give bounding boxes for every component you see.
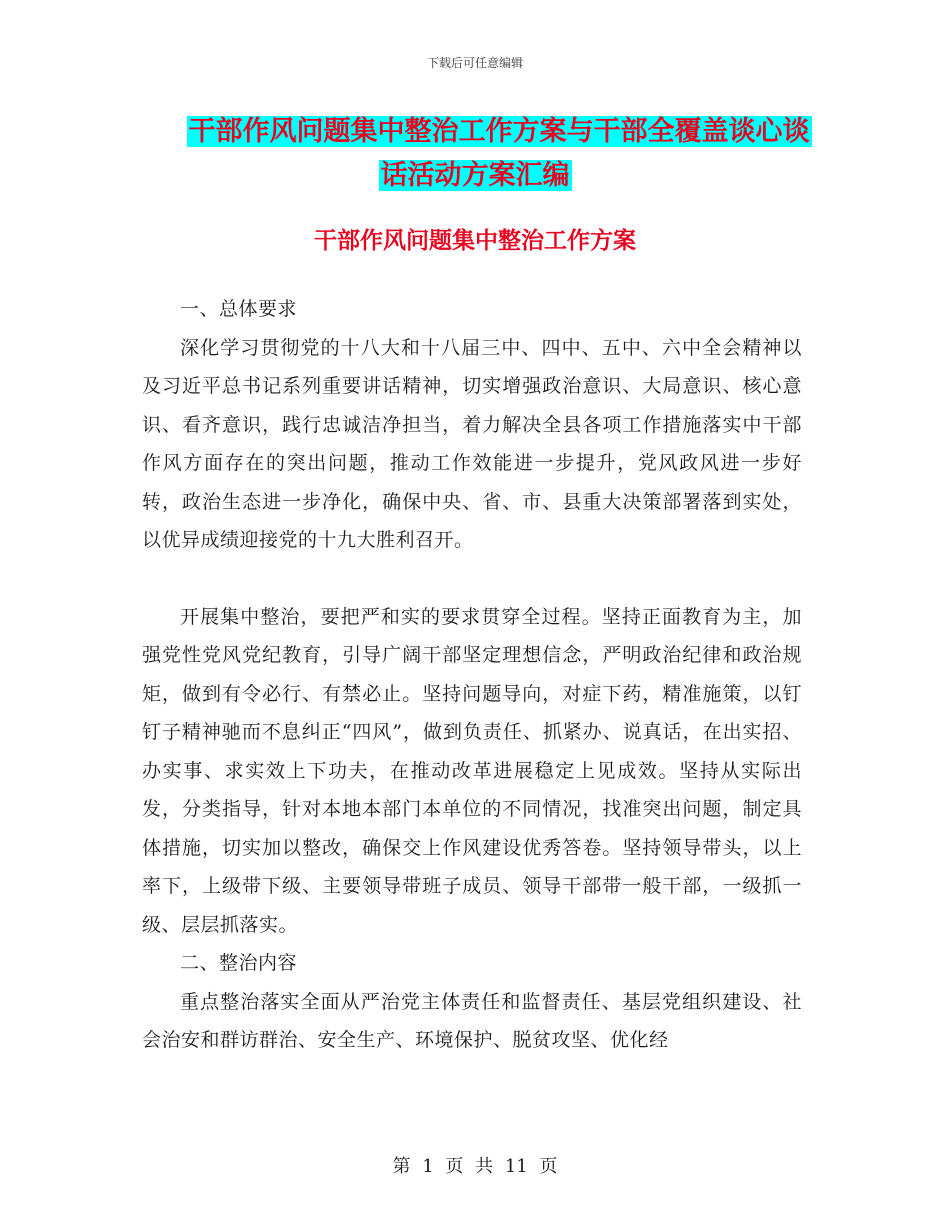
paragraph: 开展集中整治，要把严和实的要求贯穿全过程。坚持正面教育为主，加强党性党风党纪教育，引导广阔干部坚定理想信念，严明政治纪律和政治规矩，做到有令必行、有禁必止。坚持问题导向，对症下药，精准施策，以钉钉子精神驰而不息纠正“四风”，做到负责任、抓紧办、说真话，在出实招、办实事、求实效上下功夫，在推动改革进展稳定上见成效。坚持从实际出发，分类指导，针对本地本部门本单位的不同情况，找准突出问题，制定具体措施，切实加以整改，确保交上作风建设优秀答卷。坚持领导带头，以上率下，上级带下级、主要领导带班子成员、领导干部带一般干部，一级抓一级、层层抓落实。 (142, 605, 802, 936)
document-body (142, 290, 802, 1060)
document-title-line-2: 话活动方案汇编 (380, 160, 570, 191)
page-number-footer: 第 1 页 共 11 页 (392, 1156, 558, 1177)
header-note: 下载后可任意编辑 (426, 56, 523, 70)
heading-rectification-content: 二、整治内容 (180, 952, 298, 974)
heading-general-requirements: 一、总体要求 (180, 298, 298, 320)
paragraph: 深化学习贯彻党的十八大和十八届三中、四中、五中、六中全会精神以及习近平总书记系列重要讲话精神，切实增强政治意识、大局意识、核心意识、看齐意识，践行忠诚洁净担当，着力解决全县各项工作措施落实中干部作风方面存在的突出问题，推动工作效能进一步提升，党风政风进一步好转，政治生态进一步净化，确保中央、省、市、县重大决策部署落到实处，以优异成绩迎接党的十九大胜利召开。 (142, 336, 802, 551)
section-title: 干部作风问题集中整治工作方案 (314, 228, 636, 254)
document-title (0, 110, 950, 198)
document-title-line-1: 干部作风问题集中整治工作方案与干部全覆盖谈心谈 (188, 116, 810, 147)
paragraph: 重点整治落实全面从严治党主体责任和监督责任、基层党组织建设、社会治安和群访群治、安全生产、环境保护、脱贫攻坚、优化经 (142, 990, 802, 1051)
